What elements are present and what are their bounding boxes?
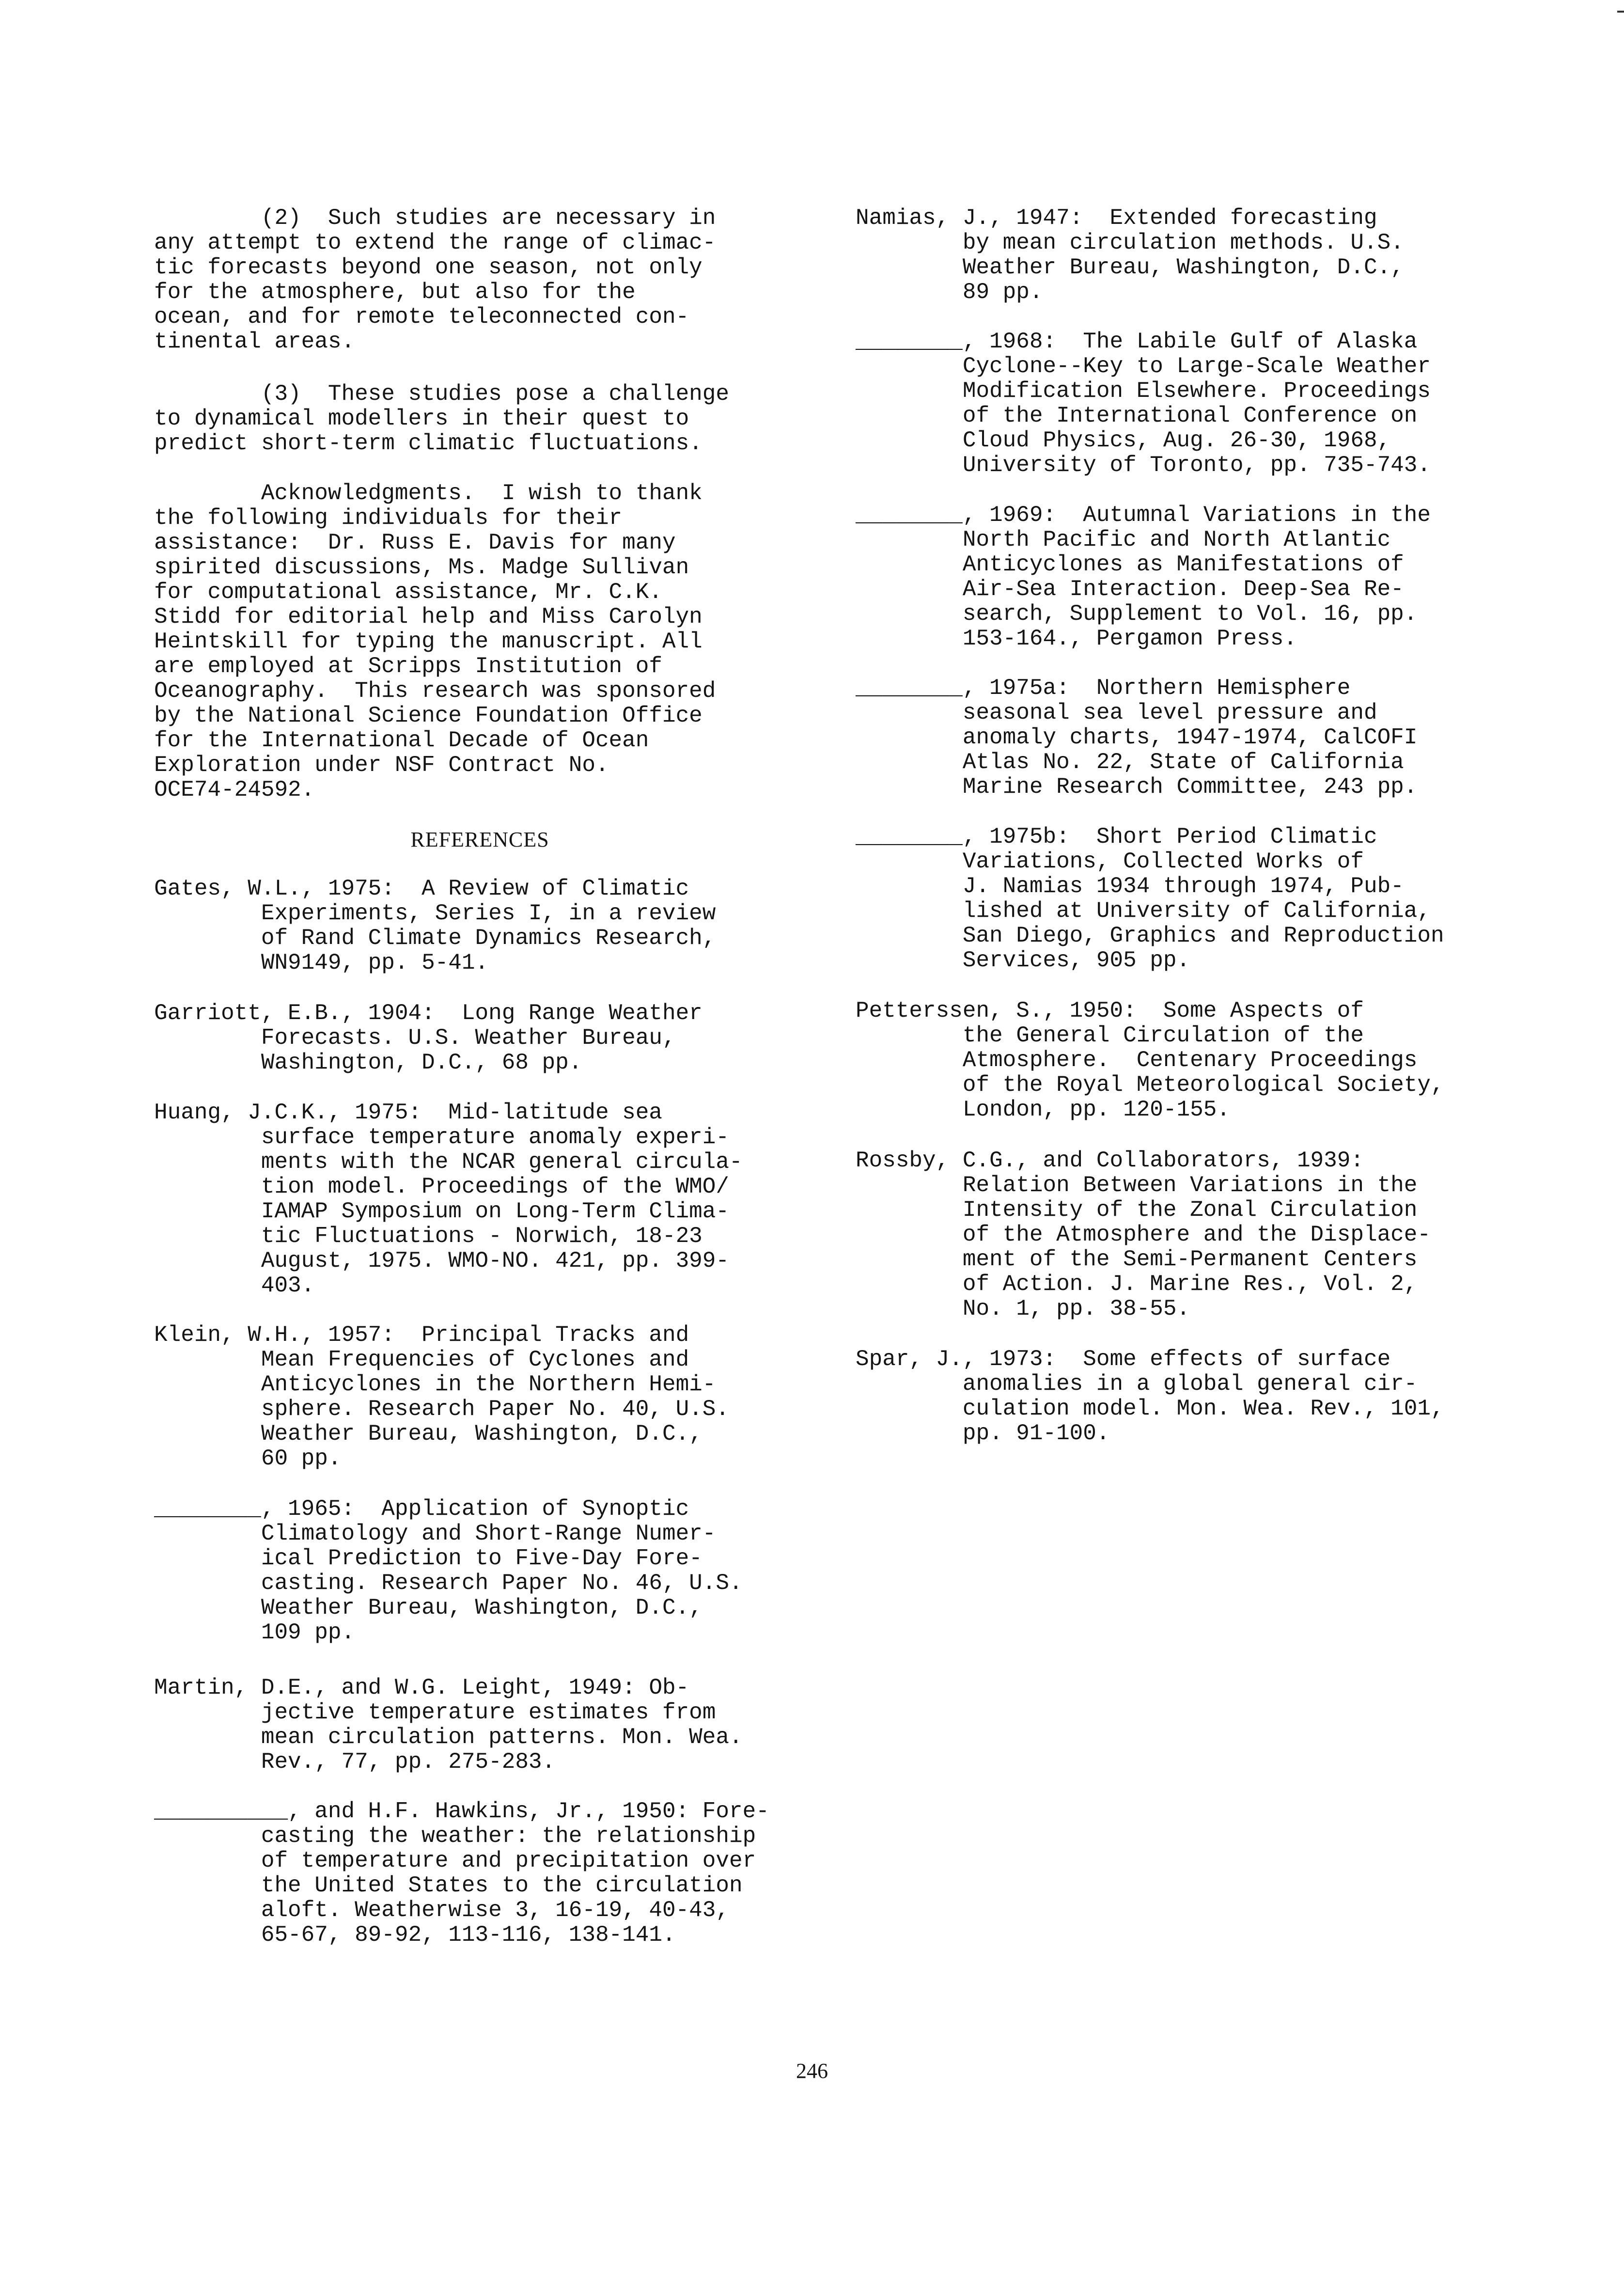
reference-namias-1968: ________, 1968: The Labile Gulf of Alaska Cyclone--Key to Large-Scale Weather Modification Elsewhere. Proceedings of the International Conference on Cloud Physics, Aug. 26-30, 1968, University of Toronto, pp. 735-743. [856,329,1431,478]
references-heading: REFERENCES [410,828,549,851]
reference-martin-1949: Martin, D.E., and W.G. Leight, 1949: Ob- jective temperature estimates from mean circulation patterns. Mon. Wea. Rev., 77, pp. 275-283. [154,1675,743,1775]
reference-martin-1950: __________, and H.F. Hawkins, Jr., 1950: Fore- casting the weather: the relationship of temperature and precipitation over the United States to the circulation aloft. Weatherwise 3, 16-19, 40-43, 65-67, 89-92, 113-116, 138-141. [154,1799,769,1948]
page-edge-mark [1617,11,1624,13]
reference-huang-1975: Huang, J.C.K., 1975: Mid-latitude sea surface temperature anomaly experi- ments with the NCAR general circula- tion model. Proceedings of the WMO/ IAMAP Symposium on Long-Term Clima- tic Fluctuations - Norwich, 18-23 August, 1975. WMO-NO. 421, pp. 399- 403. [154,1100,743,1298]
reference-namias-1947: Namias, J., 1947: Extended forecasting by mean circulation methods. U.S. Weather Bureau, Washington, D.C., 89 pp. [856,205,1404,305]
paragraph-conclusion-3: (3) These studies pose a challenge to dynamical modellers in their quest to predict short-term climatic fluctuations. [154,381,729,456]
paragraph-conclusion-2: (2) Such studies are necessary in any attempt to extend the range of climac- tic forecasts beyond one season, not only for the atmosphere, but also for the ocean, and for remote teleconnected con- tinental areas. [154,205,716,354]
reference-namias-1969: ________, 1969: Autumnal Variations in the North Pacific and North Atlantic Anticyclones as Manifestations of Air-Sea Interaction. Deep-Sea Re- search, Supplement to Vol. 16, pp. 153-164., Pergamon Press. [856,503,1431,651]
reference-namias-1975b: ________, 1975b: Short Period Climatic Variations, Collected Works of J. Namias 1934 through 1974, Pub- lished at University of California, San Diego, Graphics and Reproduction Services, 905 pp. [856,824,1444,973]
reference-gates-1975: Gates, W.L., 1975: A Review of Climatic Experiments, Series I, in a review of Rand Climate Dynamics Research, WN9149, pp. 5-41. [154,876,716,975]
reference-spar-1973: Spar, J., 1973: Some effects of surface anomalies in a global general cir- culation model. Mon. Wea. Rev., 101, pp. 91-100. [856,1347,1444,1446]
reference-garriott-1904: Garriott, E.B., 1904: Long Range Weather Forecasts. U.S. Weather Bureau, Washington, D.C., 68 pp. [154,1001,703,1075]
reference-rossby-1939: Rossby, C.G., and Collaborators, 1939: Relation Between Variations in the Intensity of the Zonal Circulation of the Atmosphere and the Displace- ment of the Semi-Permanent Centers of Action. J. Marine Res., Vol. 2, No. 1, pp. 38-55. [856,1148,1431,1321]
reference-namias-1975a: ________, 1975a: Northern Hemisphere seasonal sea level pressure and anomaly charts, 1947-1974, CalCOFI Atlas No. 22, State of California Marine Research Committee, 243 pp. [856,676,1418,800]
reference-petterssen-1950: Petterssen, S., 1950: Some Aspects of the General Circulation of the Atmosphere. Centenary Proceedings of the Royal Meteorological Society, London, pp. 120-155. [856,998,1444,1122]
paragraph-acknowledgments: Acknowledgments. I wish to thank the following individuals for their assistance: Dr. Russ E. Davis for many spirited discussions, Ms. Madge Sullivan for computational assistance, Mr. C.K. Stidd for editorial help and Miss Carolyn Heintskill for typing the manuscript. All are employed at Scripps Institution of Oceanography. This research was sponsored by the National Science Foundation Office for the International Decade of Ocean Exploration under NSF Contract No. OCE74-24592. [154,481,716,802]
reference-klein-1957: Klein, W.H., 1957: Principal Tracks and Mean Frequencies of Cyclones and Anticyclones in the Northern Hemi- sphere. Research Paper No. 40, U.S. Weather Bureau, Washington, D.C., 60 pp. [154,1322,729,1471]
reference-klein-1965: ________, 1965: Application of Synoptic Climatology and Short-Range Numer- ical Prediction to Five-Day Fore- casting. Research Paper No. 46, U.S. Weather Bureau, Washington, D.C., 109 pp. [154,1496,743,1645]
page-number: 246 [796,2059,828,2083]
